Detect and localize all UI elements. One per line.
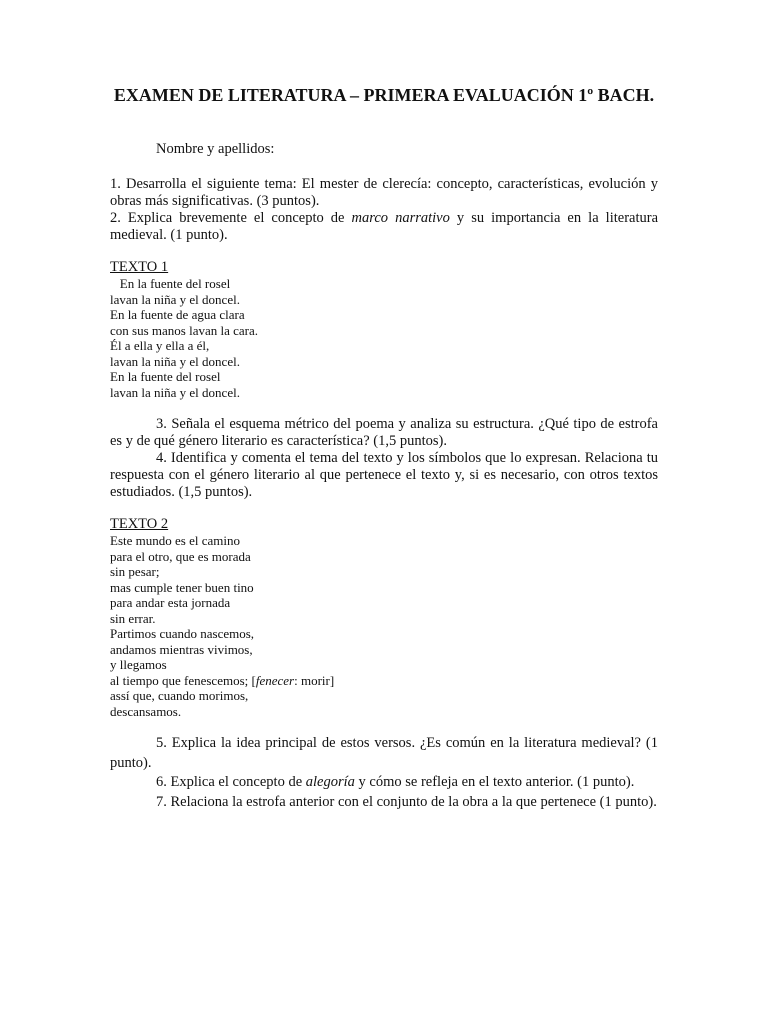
question-4: 4. Identifica y comenta el tema del texto y los símbolos que lo expresan. Relaciona tu respuesta con el género literario al que pertenece el texto y, si es necesario, con otros textos estudiados. (1,5 puntos). xyxy=(110,450,658,500)
question-5: 5. Explica la idea principal de estos versos. ¿Es común en la literatura medieval? (1 punto). xyxy=(110,735,658,771)
question-6-text-end: y cómo se refleja en el texto anterior. (1 punto). xyxy=(354,774,635,790)
questions-block-3 xyxy=(110,734,658,812)
name-label: Nombre y apellidos: xyxy=(156,141,275,157)
question-3: 3. Señala el esquema métrico del poema y analiza su estructura. ¿Qué tipo de estrofa es y de qué género literario es característica? (1,5 puntos). xyxy=(110,416,658,449)
question-6-text-start: 6. Explica el concepto de xyxy=(156,774,306,790)
question-2-term: marco narrativo xyxy=(351,210,450,226)
question-6-term: alegoría xyxy=(305,774,355,790)
poem-line: sin pesar; xyxy=(110,564,160,579)
questions-block-2 xyxy=(110,416,658,501)
poem-line: assí que, cuando morimos, xyxy=(110,688,249,703)
poem-line: mas cumple tener buen tino xyxy=(110,579,254,595)
question-1: 1. Desarrolla el siguiente tema: El mester de clerecía: concepto, características, evolución y obras más significativas. (3 puntos). xyxy=(110,176,658,209)
poem-line: andamos mientras vivimos, xyxy=(110,641,253,657)
poem-line: lavan la niña y el doncel. xyxy=(110,291,240,307)
poem-line: y llegamos xyxy=(110,657,167,672)
poem-line: Partimos cuando nascemos, xyxy=(110,626,255,641)
poem-line: En la fuente de agua clara xyxy=(110,307,245,322)
texto-2-poem xyxy=(110,533,334,719)
poem-line: lavan la niña y el doncel. xyxy=(110,353,240,369)
poem-line: Él a ella y ella a él, xyxy=(110,338,210,353)
poem-line: descansamos. xyxy=(110,703,182,719)
gloss-text-end: : morir] xyxy=(294,672,335,688)
texto-2-heading: TEXTO 2 xyxy=(110,516,169,532)
poem-line: En la fuente del rosel xyxy=(110,369,221,384)
questions-block-1 xyxy=(110,176,658,244)
texto-1-poem xyxy=(110,276,258,400)
poem-line: lavan la niña y el doncel. xyxy=(110,384,240,400)
question-2-text-start: 2. Explica brevemente el concepto de xyxy=(110,210,352,226)
gloss-term: fenecer xyxy=(255,672,295,688)
question-6 xyxy=(110,773,658,793)
poem-line-gloss xyxy=(110,673,334,689)
exam-title: EXAMEN DE LITERATURA – PRIMERA EVALUACIÓN 1º BACH. xyxy=(113,85,655,105)
gloss-text-start: al tiempo que fenescemos; [ xyxy=(110,672,256,688)
texto-1-heading: TEXTO 1 xyxy=(110,259,169,275)
question-2 xyxy=(110,210,658,244)
poem-line: Este mundo es el camino xyxy=(110,533,240,548)
question-2-text-end: y su importancia en la literatura medieval. (1 punto). xyxy=(110,210,658,243)
poem-line: para andar esta jornada xyxy=(110,595,231,610)
poem-line: sin errar. xyxy=(110,610,156,626)
poem-line: con sus manos lavan la cara. xyxy=(110,322,259,338)
poem-line: En la fuente del rosel xyxy=(110,276,231,291)
question-7: 7. Relaciona la estrofa anterior con el conjunto de la obra a la que pertenece (1 punto). xyxy=(156,793,657,810)
poem-line: para el otro, que es morada xyxy=(110,548,251,564)
